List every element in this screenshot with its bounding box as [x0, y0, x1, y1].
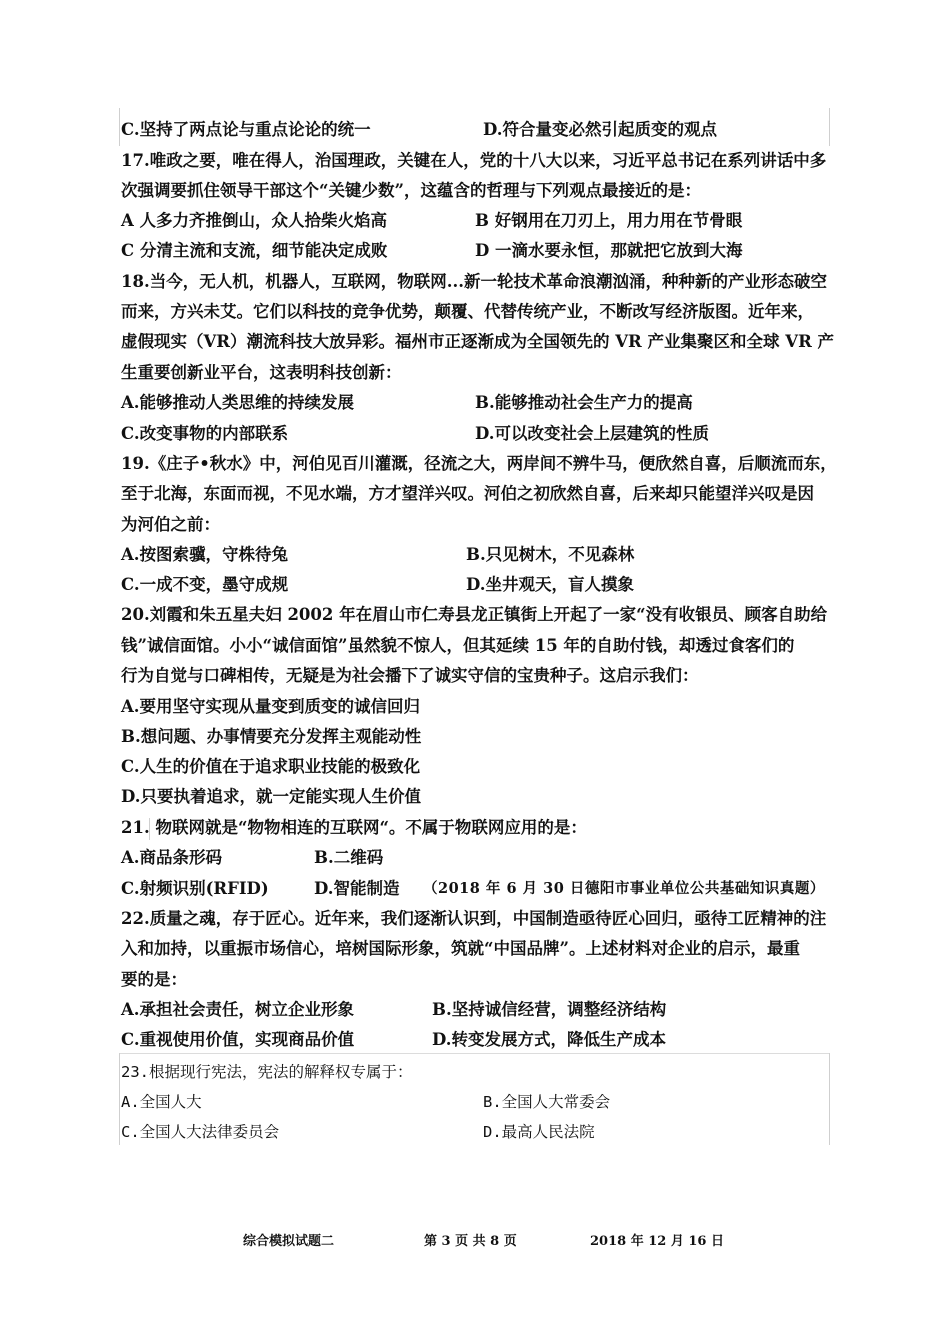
q23-option-c: C.全国人大法律委员会	[121, 1123, 280, 1141]
q23-option-a: A.全国人大	[121, 1093, 202, 1111]
q23-options-row-1	[121, 1087, 831, 1117]
q20-stem-line-3: 行为自觉与口碑相传，无疑是为社会播下了诚实守信的宝贵种子。这启示我们：	[121, 666, 699, 685]
q22-stem-line-1: 22.质量之魂，存于匠心。近年来，我们逐渐认识到，中国制造亟待匠心回归，亟待工匠精神的注	[121, 909, 827, 928]
q23-stem-line-1: 23.根据现行宪法，宪法的解释权专属于：	[121, 1063, 413, 1081]
q18-options-row-2	[121, 419, 831, 449]
q22-stem-line-3: 要的是：	[121, 970, 187, 989]
q17-options-row-2	[121, 236, 831, 266]
q18-option-a: A.能够推动人类思维的持续发展	[121, 393, 355, 412]
q19-option-a: A.按图索骥，守株待兔	[121, 545, 289, 564]
q22-options-row-1	[121, 995, 831, 1025]
q21-option-c: C.射频识别(RFID)	[121, 879, 269, 898]
q20-option-b: B.想问题、办事情要充分发挥主观能动性	[121, 727, 422, 746]
q16-option-c: C.坚持了两点论与重点论论的统一	[121, 120, 371, 139]
q17-option-b: B 好钢用在刀刃上，用力用在节骨眼	[475, 211, 743, 230]
q23-options-row-2	[121, 1117, 831, 1147]
q17-stem-line-1: 17.唯政之要，唯在得人，治国理政，关键在人，党的十八大以来，习近平总书记在系列讲话中多	[121, 151, 827, 170]
q21-option-d: D.智能制造	[314, 879, 400, 898]
q19-option-d: D.坐井观天，盲人摸象	[466, 575, 634, 594]
q23-option-d: D.最高人民法院	[483, 1123, 595, 1141]
q21-source-note: （2018 年 6 月 30 日德阳市事业单位公共基础知识真题）	[423, 880, 825, 897]
q21-stem-line-1: 21. 物联网就是“物物相连的互联网“。不属于物联网应用的是：	[121, 818, 587, 837]
q20-option-a: A.要用坚守实现从量变到质变的诚信回归	[121, 697, 421, 716]
q21-options-row-1	[121, 843, 831, 873]
q22-stem-line-2: 入和加持，以重振市场信心，培树国际形象，筑就“中国品牌”。上述材料对企业的启示，最重	[121, 939, 800, 958]
q19-stem-line-3: 为河伯之前：	[121, 515, 220, 534]
q16-option-d: D.符合量变必然引起质变的观点	[483, 120, 717, 139]
q22-option-a: A.承担社会责任，树立企业形象	[121, 1000, 355, 1019]
q19-option-b: B.只见树木，不见森林	[466, 545, 635, 564]
q18-stem-line-3: 虚假现实（VR）潮流科技大放异彩。福州市正逐渐成为全国领先的 VR 产业集聚区和全球 VR 产	[121, 332, 835, 351]
q16-options-row	[121, 115, 831, 145]
q21-option-a: A.商品条形码	[121, 848, 223, 867]
q18-stem-line-4: 生重要创新业平台，这表明科技创新：	[121, 363, 402, 382]
q17-options-row-1	[121, 206, 831, 236]
q19-stem-line-2: 至于北海，东面而视，不见水端，方才望洋兴叹。河伯之初欣然自喜，后来却只能望洋兴叹是因	[121, 484, 814, 503]
q18-option-d: D.可以改变社会上层建筑的性质	[475, 424, 709, 443]
q19-options-row-2	[121, 570, 831, 600]
q17-option-d: D 一滴水要永恒，那就把它放到大海	[475, 241, 743, 260]
q23-option-b: B.全国人大常委会	[483, 1093, 611, 1111]
q20-stem-line-2: 钱”诚信面馆。小小“诚信面馆”虽然貌不惊人，但其延续 15 年的自助付钱，却透过食客们的	[121, 636, 795, 655]
q18-stem-line-1: 18.当今，无人机，机器人，互联网，物联网...新一轮技术革命浪潮汹涌，种种新的产业形态破空	[121, 272, 827, 291]
q17-option-c: C 分清主流和支流，细节能决定成败	[121, 241, 388, 260]
q17-option-a: A 人多力齐推倒山，众人拾柴火焰高	[121, 211, 388, 230]
q18-options-row-1	[121, 388, 831, 418]
footer-page-number: 第 3 页 共 8 页	[424, 1234, 517, 1249]
q19-stem-line-1: 19.《庄子•秋水》中，河伯见百川灌溉，径流之大，两岸间不辨牛马，便欣然自喜，后顺流而东，	[121, 454, 837, 473]
q21-options-row-2	[121, 874, 831, 904]
border-left-top	[119, 108, 120, 146]
q18-option-c: C.改变事物的内部联系	[121, 424, 289, 443]
q19-option-c: C.一成不变，墨守成规	[121, 575, 289, 594]
q19-options-row-1	[121, 540, 831, 570]
q22-options-row-2	[121, 1025, 831, 1055]
q22-option-c: C.重视使用价值，实现商品价值	[121, 1030, 355, 1049]
q18-option-b: B.能够推动社会生产力的提高	[475, 393, 693, 412]
footer-title: 综合模拟试题二	[243, 1234, 335, 1249]
q17-stem-line-2: 次强调要抓住领导干部这个“关键少数”，这蕴含的哲理与下列观点最接近的是：	[121, 181, 701, 200]
border-q23-left	[119, 1053, 120, 1145]
q20-stem-line-1: 20.刘霞和朱五星夫妇 2002 年在眉山市仁寿县龙正镇街上开起了一家“没有收银员、顾客自助给	[121, 605, 828, 624]
q22-option-d: D.转变发展方式，降低生产成本	[432, 1030, 666, 1049]
q18-stem-line-2: 而来，方兴未艾。它们以科技的竞争优势，颠覆、代替传统产业，不断改写经济版图。近年来，	[121, 302, 814, 321]
q20-option-d: D.只要执着追求，就一定能实现人生价值	[121, 787, 421, 806]
q22-option-b: B.坚持诚信经营，调整经济结构	[432, 1000, 667, 1019]
q21-option-b: B.二维码	[314, 848, 384, 867]
footer-date: 2018 年 12 月 16 日	[590, 1234, 724, 1249]
q20-option-c: C.人生的价值在于追求职业技能的极致化	[121, 757, 421, 776]
